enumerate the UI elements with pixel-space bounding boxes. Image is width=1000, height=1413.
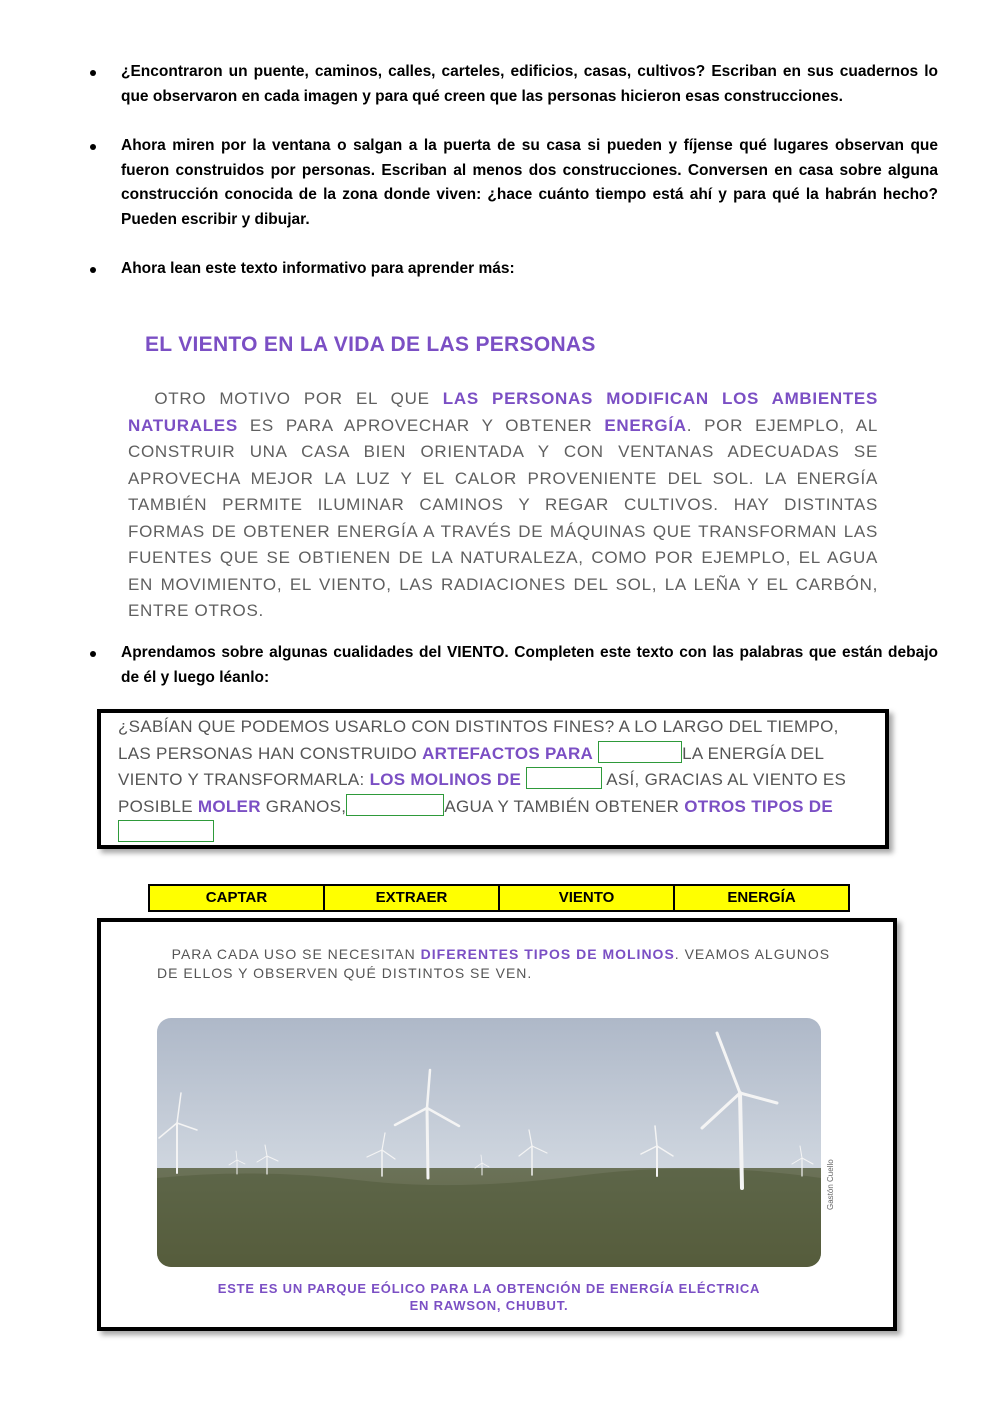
bullet-dot	[90, 651, 96, 657]
bullet-dot	[90, 267, 96, 273]
bullet-dot	[90, 70, 96, 76]
wind-farm-illustration	[157, 1018, 821, 1267]
cloze-fragment: AGUA Y TAMBIÉN OBTENER	[444, 796, 685, 816]
bullet-item	[90, 257, 938, 282]
bullet-text: Ahora miren por la ventana o salgan a la puerta de su casa si pueden y fíjense qué lugares observan que fueron construidos por personas. Escriban al menos dos construcciones. Conversen en casa sobre alguna construcción conocida de la zona donde viven: ¿hace cuánto tiempo está ahí y para qué la habrán hecho? Pueden escribir y dibujar.	[121, 137, 938, 228]
photo-credit: Gastón Cuello	[826, 1159, 835, 1210]
cloze-highlight: MOLER	[197, 796, 261, 816]
molinos-fragment: PARA CADA USO SE NECESITAN	[171, 946, 421, 962]
panel-title: EL VIENTO EN LA VIDA DE LAS PERSONAS	[145, 333, 596, 356]
cloze-highlight: LOS MOLINOS DE	[369, 770, 522, 789]
molinos-fragment: . VEAMOS ALGUNOS DE ELLOS Y OBSERVEN QUÉ DISTINTOS SE VEN.	[157, 946, 831, 981]
panel-text: ES PARA APROVECHAR Y OBTENER	[237, 415, 605, 435]
blank-input-1[interactable]	[598, 741, 682, 763]
word-bank-item[interactable]: ENERGÍA	[727, 889, 796, 906]
panel-highlight: LAS PERSONAS MODIFICAN LOS AMBIENTES NATURALES	[128, 389, 879, 435]
panel-body	[128, 386, 878, 625]
cloze-fragment: LA ENERGÍA DEL VIENTO Y TRANSFORMARLA:	[118, 743, 824, 789]
blank-input-3[interactable]	[346, 794, 444, 816]
bullet-text: Ahora lean este texto informativo para aprender más:	[121, 260, 515, 277]
panel-text: . POR EJEMPLO, AL CONSTRUIR UNA CASA BIEN ORIENTADA Y CON VENTANAS ADECUADAS SE APROVECHA MEJOR LA LUZ Y EL CALOR PROVENIENTE DEL SOL. LA ENERGÍA TAMBIÉN PERMITE ILUMINAR CAMINOS Y REGAR CULTIVOS. HAY DISTINTAS FORMAS DE OBTENER ENERGÍA A TRAVÉS DE MÁQUINAS QUE TRANSFORMAN LAS FUENTES QUE SE OBTIENEN DE LA NATURALEZA, COMO POR EJEMPLO, EL AGUA EN MOVIMIENTO, EL VIENTO, LAS RADIACIONES DEL SOL, LA LEÑA Y EL CARBÓN, ENTRE OTROS.	[128, 415, 878, 620]
bullet-text: Aprendamos sobre algunas cualidades del VIENTO. Completen este texto con las palabras que están debajo de él y luego léanlo:	[121, 644, 938, 686]
word-bank-item[interactable]: VIENTO	[500, 886, 675, 910]
panel-text: OTRO MOTIVO POR EL QUE	[154, 389, 443, 408]
bullet-item	[90, 641, 938, 690]
caption-line: ESTE ES UN PARQUE EÓLICO PARA LA OBTENCIÓN DE ENERGÍA ELÉCTRICA	[217, 1281, 761, 1296]
bullet-text: ¿Encontraron un puente, caminos, calles, carteles, edificios, casas, cultivos? Escriban en sus cuadernos lo que observaron en cada imagen y para qué creen que las personas hicieron esas construcciones.	[121, 63, 938, 105]
bullet-dot	[90, 144, 96, 150]
cloze-fragment: ASÍ, GRACIAS AL VIENTO ES POSIBLE	[118, 770, 847, 816]
cloze-highlight: OTROS TIPOS DE	[684, 796, 833, 816]
wind-farm-photo	[157, 1018, 821, 1267]
cloze-fragment: GRANOS,	[260, 796, 347, 816]
molinos-text	[157, 945, 837, 983]
bullet-item	[90, 134, 938, 232]
word-bank	[148, 884, 850, 912]
blank-input-2[interactable]	[526, 767, 602, 789]
word-bank-item[interactable]: EXTRAER	[325, 886, 500, 910]
word-bank-item[interactable]: CAPTAR	[150, 886, 325, 910]
bullet-item	[90, 60, 938, 109]
cloze-text	[118, 714, 870, 847]
cloze-highlight: ARTEFACTOS PARA	[422, 743, 594, 763]
panel-highlight: ENERGÍA	[604, 415, 687, 435]
molinos-highlight: DIFERENTES TIPOS DE MOLINOS	[420, 946, 675, 962]
blank-input-4[interactable]	[118, 820, 214, 842]
caption-line: EN RAWSON, CHUBUT.	[409, 1298, 569, 1313]
photo-caption	[157, 1280, 821, 1314]
cloze-fragment: ¿SABÍAN QUE PODEMOS USARLO CON DISTINTOS FINES? A LO LARGO DEL TIEMPO, LAS PERSONAS HAN CONSTRUIDO	[118, 717, 839, 763]
